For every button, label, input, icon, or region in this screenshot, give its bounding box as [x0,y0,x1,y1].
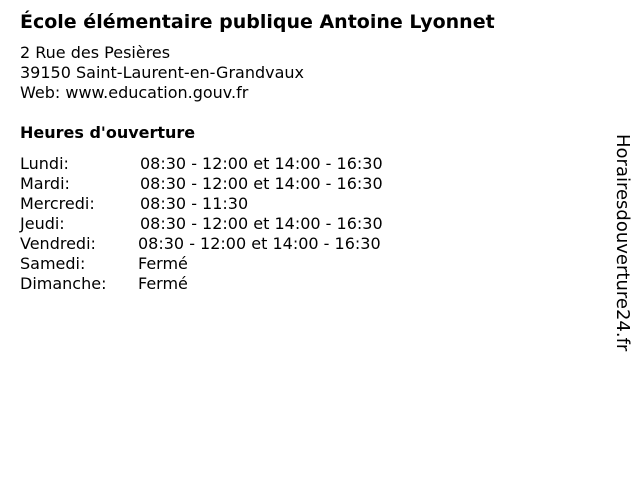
address-street: 2 Rue des Pesières [20,43,171,62]
day-label: Lundi: [20,154,69,173]
day-label: Jeudi: [20,214,65,233]
day-label: Mercredi: [20,194,95,213]
brand-text: Horairesdouverture24.fr [612,134,633,352]
day-hours: Fermé [138,254,188,273]
page-title: École élémentaire publique Antoine Lyonnet [20,11,495,33]
website-text: Web: www.education.gouv.fr [20,83,249,102]
hours-heading: Heures d'ouverture [20,123,196,142]
day-hours: 08:30 - 12:00 et 14:00 - 16:30 [140,174,383,193]
brand-watermark [610,134,634,374]
day-label: Samedi: [20,254,86,273]
address-block [20,43,304,103]
day-hours: 08:30 - 12:00 et 14:00 - 16:30 [138,234,381,253]
address-city: 39150 Saint-Laurent-en-Grandvaux [20,63,304,82]
day-label: Dimanche: [20,274,107,293]
day-label: Vendredi: [20,234,96,253]
day-hours: 08:30 - 12:00 et 14:00 - 16:30 [140,214,383,233]
day-hours: Fermé [138,274,188,293]
day-label: Mardi: [20,174,70,193]
day-hours: 08:30 - 11:30 [140,194,249,213]
day-hours: 08:30 - 12:00 et 14:00 - 16:30 [140,154,383,173]
